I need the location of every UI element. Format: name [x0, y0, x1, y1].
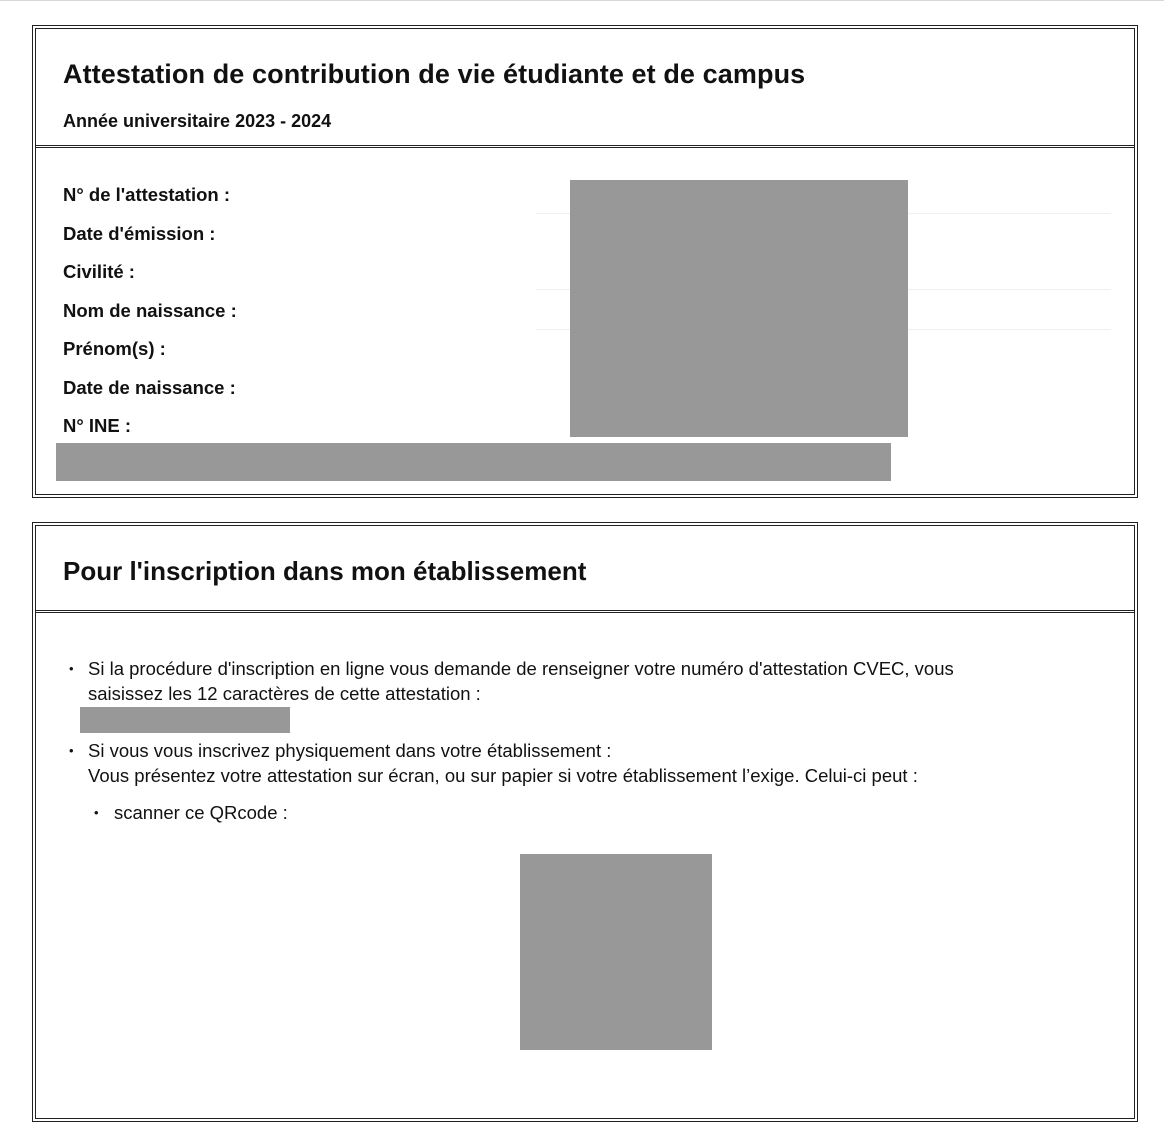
online-instruction-line2: saisissez les 12 caractères de cette attestation : — [88, 683, 481, 704]
field-issue-date-label: Date d'émission : — [63, 222, 216, 244]
attestation-fields — [63, 183, 237, 453]
field-attestation-number-label: N° de l'attestation : — [63, 184, 231, 205]
field-ine-label: N° INE : — [63, 415, 132, 436]
attestation-title: Attestation de contribution de vie étudiante et de campus — [63, 59, 806, 89]
list-item-qrcode — [66, 800, 1104, 825]
academic-year: Année universitaire 2023 - 2024 — [63, 111, 332, 131]
top-divider — [0, 0, 1164, 1]
bullet-icon: • — [69, 743, 74, 758]
field-birth-name-label: Nom de naissance : — [63, 299, 237, 321]
inscription-instructions — [66, 656, 1104, 825]
inscription-card — [32, 522, 1138, 1122]
redacted-qrcode — [520, 854, 712, 1050]
in-person-instruction-line2: Vous présentez votre attestation sur écran, ou sur papier si votre établissement l’exige. Celui-ci peut : — [88, 765, 918, 786]
inscription-title: Pour l'inscription dans mon établissement — [63, 556, 587, 586]
bullet-icon: • — [69, 661, 74, 676]
bullet-icon: • — [94, 805, 99, 820]
in-person-instruction-line1: Si vous vous inscrivez physiquement dans votre établissement : — [88, 740, 612, 761]
header-separator — [36, 610, 1134, 613]
online-instruction-line1: Si la procédure d'inscription en ligne vous demande de renseigner votre numéro d'attestation CVEC, vous — [88, 658, 954, 679]
field-civility-label: Civilité : — [63, 261, 135, 282]
redacted-values-block — [570, 180, 908, 437]
inscription-card-inner — [35, 525, 1135, 1119]
field-first-names-label: Prénom(s) : — [63, 338, 166, 359]
list-item-in-person — [66, 738, 1104, 788]
qrcode-instruction: scanner ce QRcode : — [114, 802, 288, 823]
attestation-card — [32, 25, 1138, 498]
header-separator — [36, 145, 1134, 148]
redacted-attestation-code — [80, 707, 290, 733]
redacted-barcode-block — [56, 443, 891, 481]
field-birth-date-label: Date de naissance : — [63, 376, 236, 398]
attestation-card-inner — [35, 28, 1135, 495]
list-item-online — [66, 656, 1104, 732]
